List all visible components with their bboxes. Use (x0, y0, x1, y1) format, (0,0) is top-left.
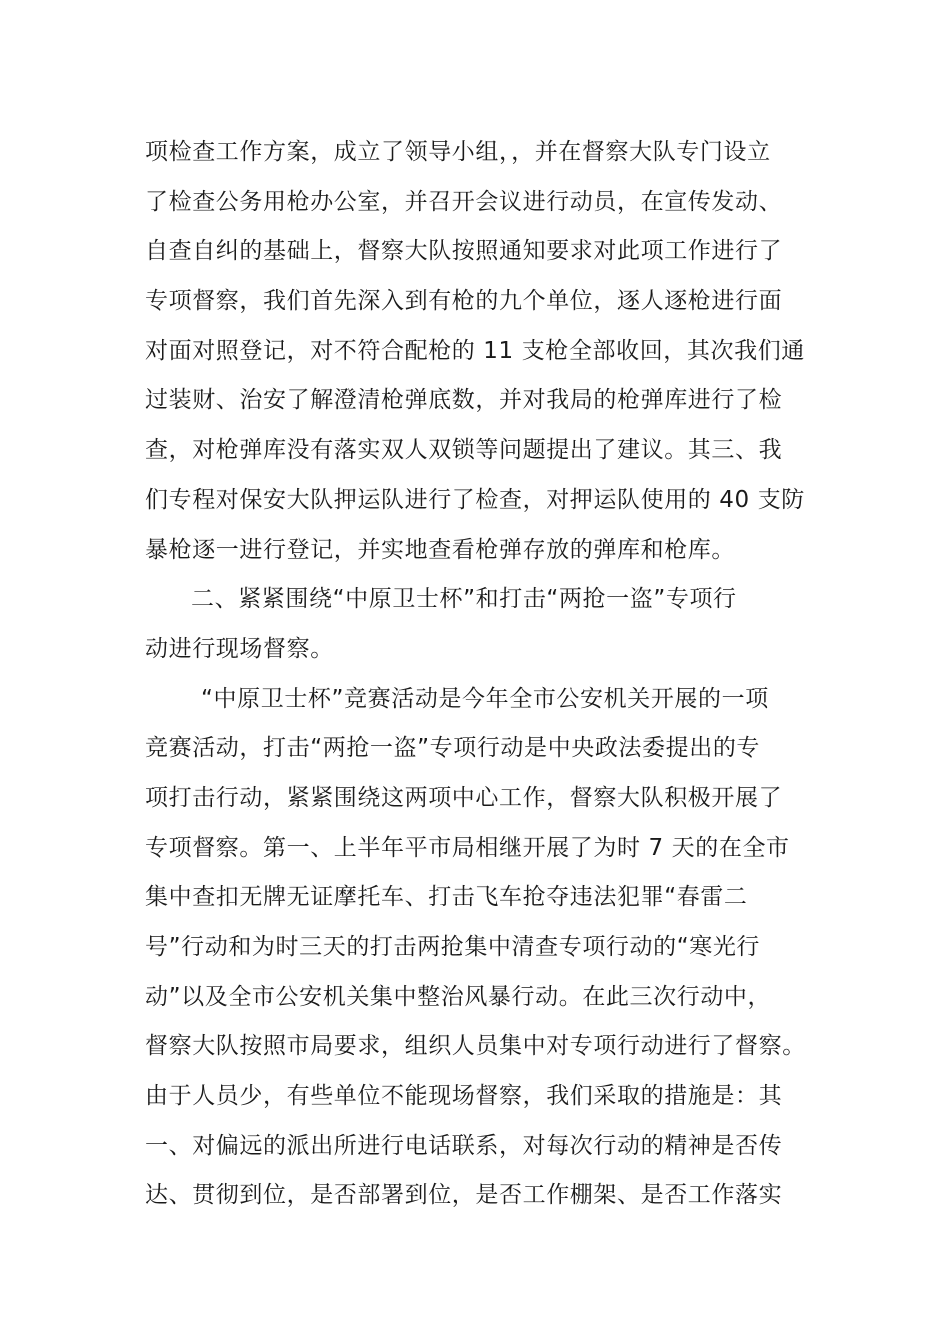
body-text (145, 128, 815, 1221)
text-line: 自查自纠的基础上，督察大队按照通知要求对此项工作进行了 (145, 238, 783, 265)
paragraph-first-line: “中原卫士杯”竞赛活动是今年全市公安机关开展的一项 (201, 685, 769, 712)
text-line: 督察大队按照市局要求，组织人员集中对专项行动进行了督察。 (145, 1033, 806, 1060)
text-line: 一、对偏远的派出所进行电话联系，对每次行动的精神是否传 (145, 1132, 783, 1159)
text-line: 动”以及全市公安机关集中整治风暴行动。在此三次行动中， (145, 983, 772, 1010)
text-line: 过装财、治安了解澄清枪弹底数，并对我局的枪弹库进行了检 (145, 387, 783, 414)
text-line: 项打击行动，紧紧围绕这两项中心工作，督察大队积极开展了 (145, 784, 783, 811)
text-line: 专项督察。第一、上半年平市局相继开展了为时 7 天的在全市 (145, 834, 790, 861)
text-line: 达、贯彻到位，是否部署到位，是否工作棚架、是否工作落实 (145, 1182, 783, 1209)
text-line: 由于人员少，有些单位不能现场督察，我们采取的措施是：其 (145, 1083, 783, 1110)
text-line: 暴枪逐一进行登记，并实地查看枪弹存放的弹库和枪库。 (145, 536, 735, 563)
section-heading-line: 二、紧紧围绕“中原卫士杯”和打击“两抢一盗”专项行 (191, 586, 737, 613)
text-line: 们专程对保安大队押运队进行了检查，对押运队使用的 40 支防 (145, 486, 805, 513)
text-line: 专项督察，我们首先深入到有枪的九个单位，逐人逐枪进行面 (145, 288, 783, 315)
text-line: 查，对枪弹库没有落实双人双锁等问题提出了建议。其三、我 (145, 437, 783, 464)
section-heading-line: 动进行现场督察。 (145, 635, 334, 662)
text-line: 项检查工作方案，成立了领导小组，，并在督察大队专门设立 (145, 139, 771, 165)
text-line: 竞赛活动，打击“两抢一盗”专项行动是中央政法委提出的专 (145, 735, 761, 762)
text-line: 了检查公务用枪办公室，并召开会议进行动员，在宣传发动、 (145, 188, 783, 215)
text-line: 号”行动和为时三天的打击两抢集中清查专项行动的“寒光行 (145, 934, 761, 960)
text-line: 集中查扣无牌无证摩托车、打击飞车抢夺违法犯罪“春雷二 (145, 884, 748, 911)
text-line: 对面对照登记，对不符合配枪的 11 支枪全部收回，其次我们通 (145, 337, 805, 364)
